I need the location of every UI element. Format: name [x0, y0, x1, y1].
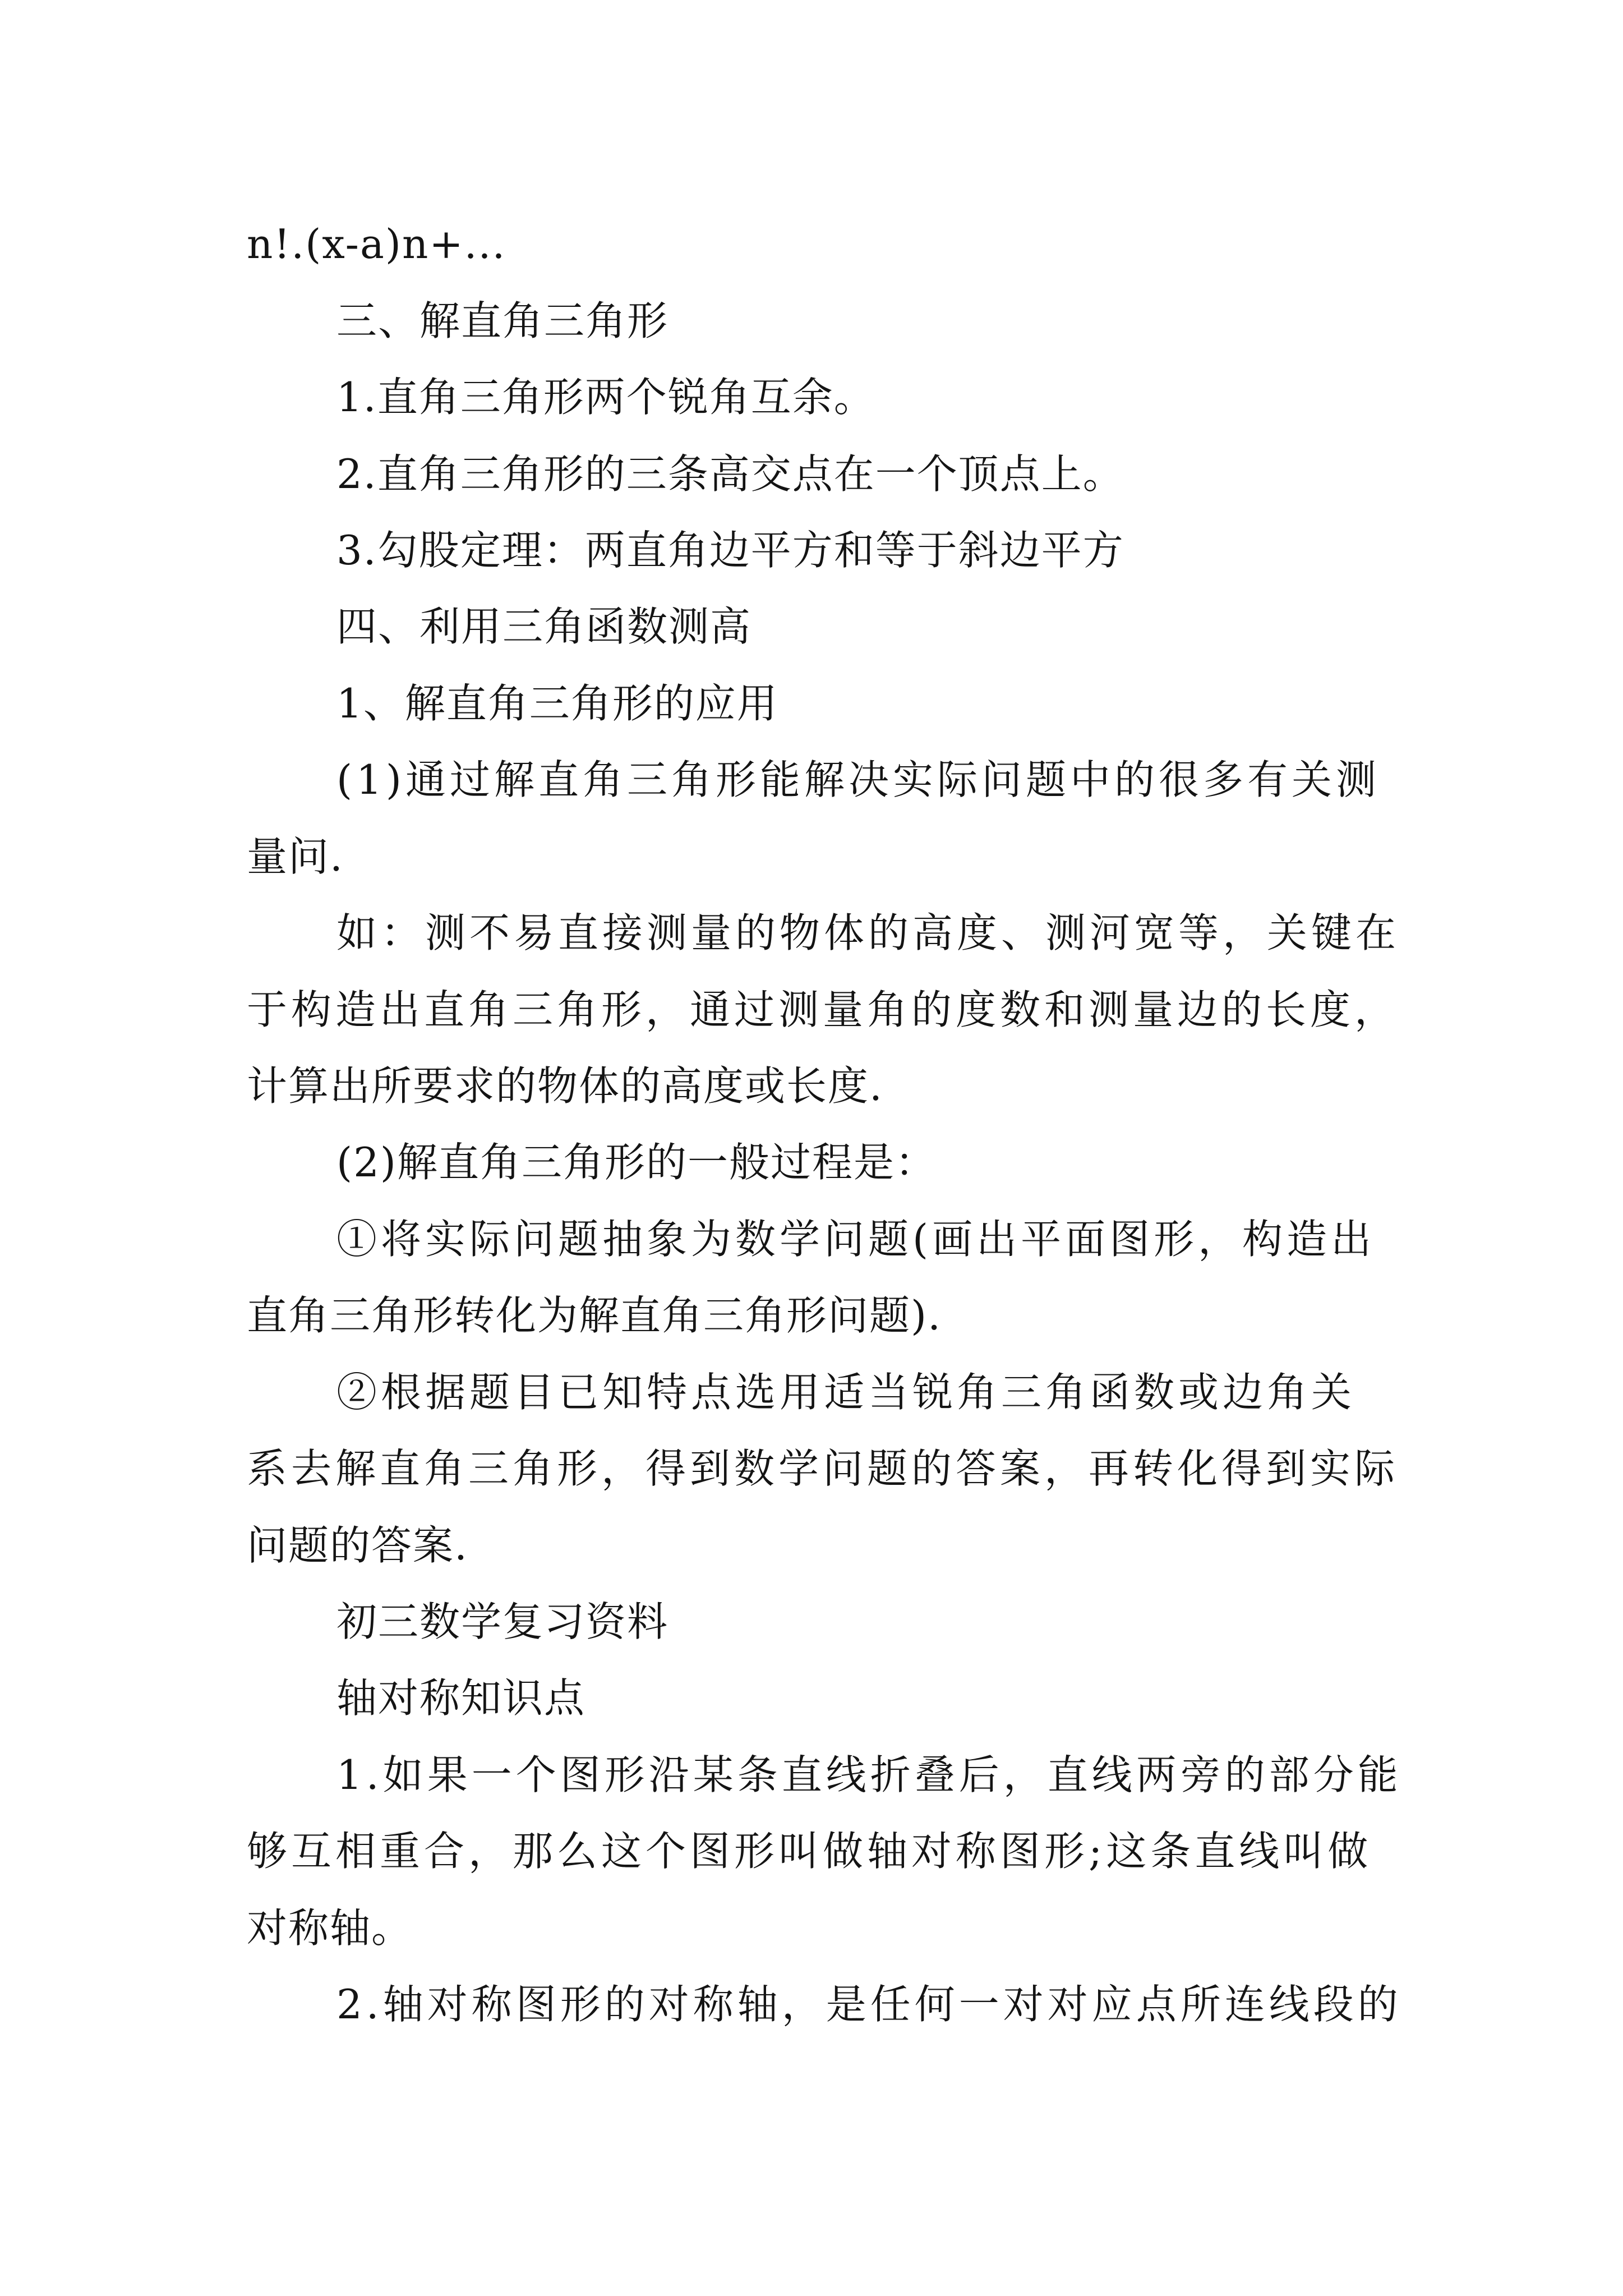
section-heading: 三、解直角三角形 — [336, 297, 669, 344]
text-line: 于构造出直角三角形，通过测量角的度数和测量边的长度， — [247, 986, 1399, 1033]
text-line: ①将实际问题抽象为数学问题(画出平面图形，构造出 — [336, 1216, 1376, 1263]
text-line: 2.轴对称图形的对称轴，是任何一对对应点所连线段的 — [336, 1981, 1402, 2028]
text-line: n!.(x-a)n+... — [247, 220, 506, 268]
section-heading: 轴对称知识点 — [336, 1674, 586, 1722]
subsection-heading: 1、解直角三角形的应用 — [336, 680, 778, 727]
text-line: 问题的答案. — [247, 1522, 468, 1569]
text-line: 如：测不易直接测量的物体的高度、测河宽等，关键在 — [336, 909, 1400, 956]
text-line: (1)通过解直角三角形能解决实际问题中的很多有关测 — [336, 756, 1380, 803]
text-line: 够互相重合，那么这个图形叫做轴对称图形;这条直线叫做 — [247, 1828, 1372, 1875]
text-line: 计算出所要求的物体的高度或长度. — [247, 1062, 883, 1110]
text-line: 1.直角三角形两个锐角互余。 — [336, 374, 875, 421]
text-line: 系去解直角三角形，得到数学问题的答案，再转化得到实际 — [247, 1445, 1399, 1492]
text-line: 3.勾股定理：两直角边平方和等于斜边平方 — [336, 527, 1124, 574]
text-line: 对称轴。 — [247, 1904, 413, 1952]
text-line: 量问. — [247, 833, 344, 880]
section-heading: 四、利用三角函数测高 — [336, 603, 752, 650]
text-line: 1.如果一个图形沿某条直线折叠后，直线两旁的部分能 — [336, 1751, 1402, 1798]
text-line: 2.直角三角形的三条高交点在一个顶点上。 — [336, 450, 1124, 498]
section-heading: 初三数学复习资料 — [336, 1598, 669, 1645]
text-line: (2)解直角三角形的一般过程是： — [336, 1139, 937, 1186]
text-line: 直角三角形转化为解直角三角形问题). — [247, 1292, 942, 1339]
text-line: ②根据题目已知特点选用适当锐角三角函数或边角关 — [336, 1369, 1356, 1416]
